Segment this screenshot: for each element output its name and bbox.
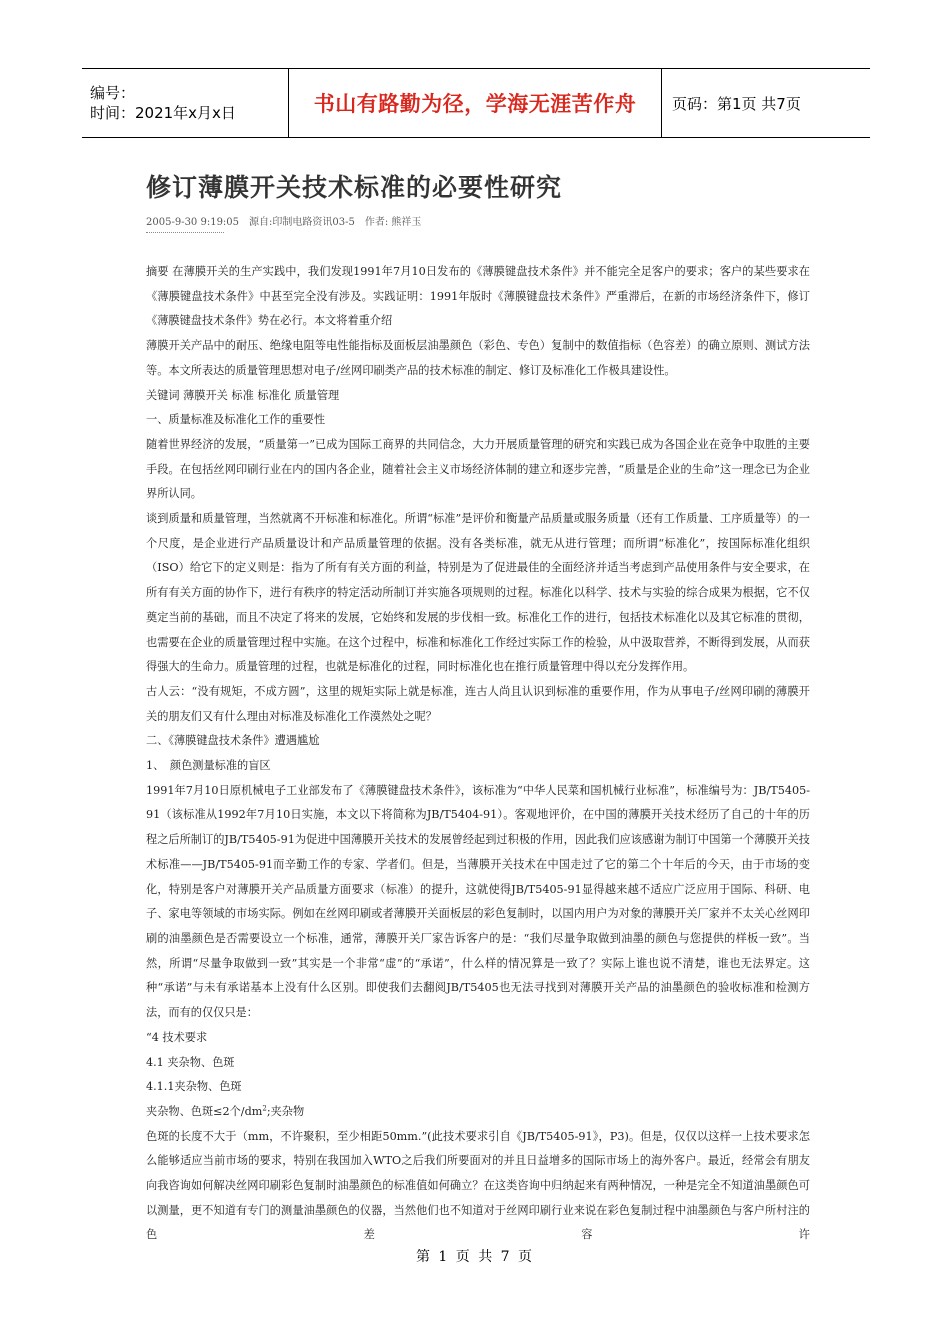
article-title: 修订薄膜开关技术标准的必要性研究 (146, 173, 563, 202)
header-info-cell (82, 69, 289, 137)
subsection-heading: 1、 颜色测量标准的盲区 (146, 759, 271, 773)
body-paragraph: 谈到质量和质量管理，当然就离不开标准和标准化。所谓“标准”是评价和衡量产品质量或服务质量（还有工作质量、工序质量等）的一个尺度，是企业进行产品质量设计和产品质量管理的依据。没有各类标准，就无从进行管理；而所谓“标准化”，按国际标准化组织（ISO）给它下的定义则是：指为了所有有关方面的利益，特别是为了促进最佳的全面经济并适当考虑到产品使用条件与安全要求，在所有有关方面的协作下，进行有秩序的特定活动所制订并实施各项规则的过程。标准化以科学、技术与实验的综合成果为根据，它不仅奠定当前的基础，而且不决定了将来的发展，它始终和发展的步伐相一致。标准化工作的进行，包括技术标准化以及其它标准的贯彻，也需要在企业的质量管理过程中实施。在这个过程中，标准和标准化工作经过实际工作的检验，从中汲取营养，不断得到发展，从而获得强大的生命力。质量管理的过程，也就是标准化的过程，同时标准化也在推行质量管理中得以充分发挥作用。 (146, 512, 810, 674)
page-label: 页码：第1页 共7页 (672, 94, 801, 113)
quote-text: 夹杂物、色斑≤2个/dm (146, 1104, 263, 1118)
quote-line: “4 技术要求 (146, 1030, 208, 1044)
article-meta: 2005-9-30 9:19:05 源自:印制电路资讯03-5 作者: 熊祥玉 (146, 217, 422, 228)
quote-line: 4.1.1夹杂物、色斑 (146, 1080, 242, 1094)
article-body (146, 260, 810, 1248)
body-paragraph: 1991年7月10日原机械电子工业部发布了《薄膜键盘技术条件》，该标准为“中华人民菜和国机械行业标准”，标准编号为：JB/T5405-91（该标准从1992年7月10日实施，本文以下将简称为JB/T5404-91）。客观地评价，在中国的薄膜开关技术经历了自己的十年的历程之后所制订的JB/T5405-91为促进中国薄膜开关技术的发展曾经起到过积极的作用，因此我们应该感谢为制订中国第一个薄膜开关技术标准——JB/T5405-91而辛勤工作的专家、学者们。但是，当薄膜开关技术在中国走过了它的第二个十年后的今天，由于市场的变化，特别是客户对薄膜开关产品质量方面要求（标准）的提升，这就使得JB/T5405-91显得越来越不适应广泛应用于国际、科研、电子、家电等领域的市场实际。例如在丝网印刷或者薄膜开关面板层的彩色复制时，以国内用户为对象的薄膜开关厂家并不太关心丝网印刷的油墨颜色是否需要设立一个标准，通常，薄膜开关厂家告诉客户的是：“我们尽量争取做到油墨的颜色与您提供的样板一致”。当然，所谓“尽量争取做到一致”其实是一个非常“虚”的“承诺”，什么样的情况算是一致了？实际上谁也说不清楚，谁也无法界定。这种“承诺”与未有承诺基本上没有什么区别。即使我们去翻阅JB/T5405也无法寻找到对薄膜开关产品的油墨颜色的验收标准和检测方法，而有的仅仅只是： (146, 783, 810, 1020)
section-heading-1: 一、质量标准及标准化工作的重要性 (146, 413, 326, 427)
quote-text-tail: ;夹杂物 (266, 1104, 305, 1118)
abstract-paragraph: 摘要 在薄膜开关的生产实践中，我们发现1991年7月10日发布的《薄膜键盘技术条件》并不能完全足客户的要求；客户的某些要求在《薄膜键盘技术条件》中甚至完全没有涉及。实践证明：1991年版时《薄膜键盘技术条件》严重滞后，在新的市场经济条件下，修订《薄膜键盘技术条件》势在必行。本文将着重介绍 (146, 265, 810, 328)
header-motto-cell (289, 69, 662, 137)
header-page-cell (662, 69, 870, 137)
body-paragraph: 随着世界经济的发展，“质量第一”已成为国际工商界的共同信念，大力开展质量管理的研究和实践已成为各国企业在竞争中取胜的主要手段。在包括丝网印刷行业在内的国内各企业，随着社会主义市场经济体制的建立和逐步完善，“质量是企业的生命”这一理念已为企业界所认同。 (146, 437, 810, 501)
meta-divider (146, 232, 224, 233)
quote-line-with-superscript (146, 1100, 810, 1125)
section-heading-2: 二、《薄膜键盘技术条件》遭遇尴尬 (146, 734, 320, 748)
superscript: 2 (262, 1104, 267, 1113)
keywords: 关键词 薄膜开关 标准 标准化 质量管理 (146, 388, 340, 402)
number-label: 编号： (90, 84, 136, 102)
document-header (82, 68, 870, 138)
page-footer: 第 1 页 共 7 页 (415, 1249, 535, 1265)
body-paragraph: 古人云：“没有规矩，不成方圆”，这里的规矩实际上就是标准，连古人尚且认识到标准的重要作用，作为从事电子/丝网印刷的薄膜开关的朋友们又有什么理由对标准及标准化工作漠然处之呢？ (146, 684, 810, 723)
motto-text: 书山有路勤为径，学海无涯苦作舟 (313, 92, 637, 116)
time-label: 时间：2021年x月x日 (90, 104, 236, 122)
quote-line: 4.1 夹杂物、色斑 (146, 1055, 235, 1069)
abstract-continued: 薄膜开关产品中的耐压、绝缘电阻等电性能指标及面板层油墨颜色（彩色、专色）复制中的数值指标（色容差）的确立原则、测试方法等。本文所表达的质量管理思想对电子/丝网印刷类产品的技术标准的制定、修订及标准化工作极具建设性。 (146, 339, 810, 377)
body-paragraph: 色斑的长度不大于（mm，不许聚积，至少相距50mm.”(此技术要求引自《JB/T5405-91》，P3)。但是，仅仅以这样一上技术要求怎么能够适应当前市场的要求，特别在我国加入WTO之后我们所要面对的并且日益增多的国际市场上的海外客户。最近，经常会有朋友向我咨询如何解决丝网印刷彩色复制时油墨颜色的标准值如何确立？在这类咨询中归纳起来有两种情况，一种是完全不知道油墨颜色可以测量，更不知道有专门的测量油墨颜色的仪器，当然他们也不知道对于丝网印刷行业来说在彩色复制过程中油墨颜色与客户所村注的色差容许 (146, 1129, 810, 1242)
